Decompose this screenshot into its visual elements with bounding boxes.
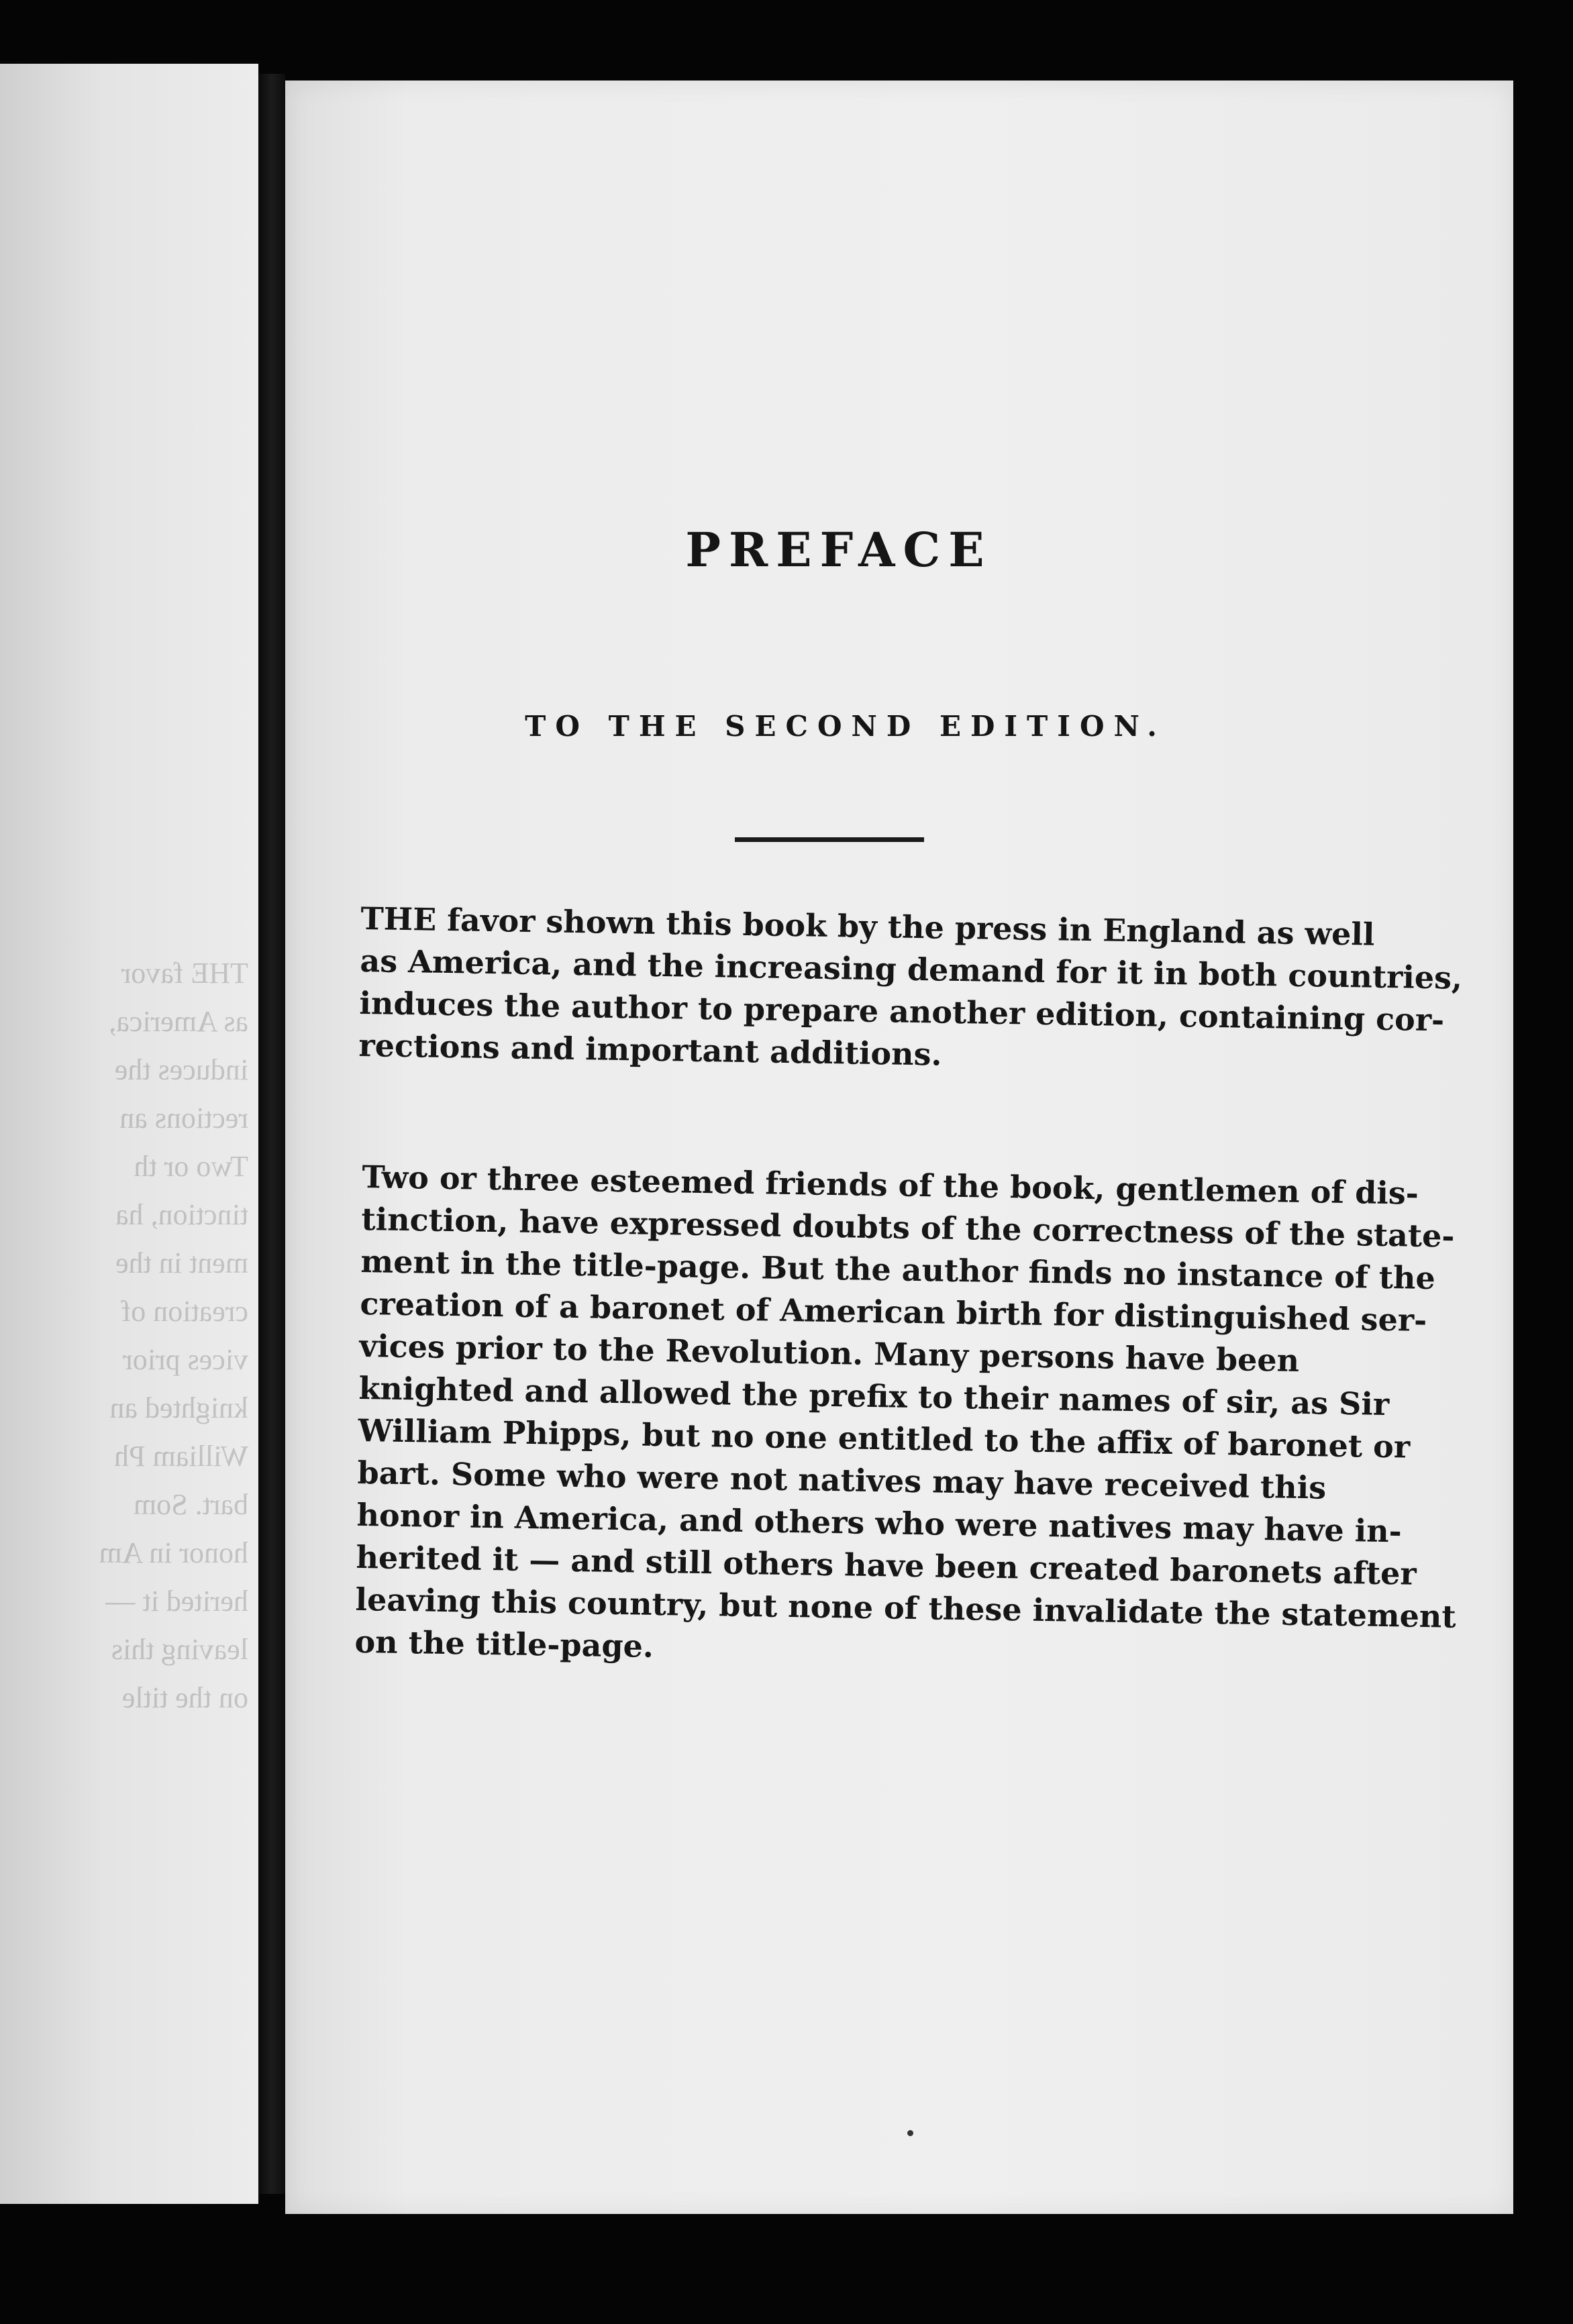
book-spine <box>258 74 285 2194</box>
paragraph-2-line: ment in the title-page. But the author finds no instance of the <box>360 1243 1436 1297</box>
paragraph-1 <box>358 898 1463 1081</box>
ink-speck <box>907 2130 913 2136</box>
facing-page-left <box>0 64 258 2204</box>
paragraph-1-line: THE favor shown this book by the press in England as well <box>360 900 1375 953</box>
paragraph-2-line: creation of a baronet of American birth for distinguished ser- <box>360 1285 1427 1338</box>
paragraph-1-line: induces the author to prepare another edition, containing cor- <box>359 984 1445 1039</box>
paragraph-2-line: herited it — and still others have been created baronets after <box>356 1538 1417 1592</box>
paragraph-2-line: tinction, have expressed doubts of the correctness of the state- <box>361 1200 1455 1255</box>
paragraph-2 <box>354 1156 1457 1678</box>
paragraph-2-line: on the title-page. <box>354 1623 654 1665</box>
paragraph-1-line: rections and important additions. <box>358 1026 942 1073</box>
paragraph-2-line: Two or three esteemed friends of the book, gentlemen of dis- <box>362 1158 1419 1212</box>
bleed-through-text: THE favor as America, induces the rections an Two or th tinction, ha ment in the creation of vices prior knighted an William Ph bart. Som honor in Am herited it — leaving this on the title <box>99 957 248 1714</box>
preface-title: PREFACE <box>685 522 993 578</box>
paragraph-2-line: bart. Some who were not natives may have received this <box>357 1454 1327 1506</box>
paragraph-2-line: knighted and allowed the prefix to their names of sir, as Sir <box>358 1369 1390 1423</box>
paragraph-2-line: vices prior to the Revolution. Many persons have been <box>359 1327 1300 1379</box>
paragraph-2-line: William Phipps, but no one entitled to the affix of baronet or <box>358 1412 1411 1465</box>
preface-subtitle: TO THE SECOND EDITION. <box>525 710 1166 743</box>
paragraph-2-line: leaving this country, but none of these invalidate the statement <box>355 1581 1457 1635</box>
title-rule <box>735 837 924 842</box>
paragraph-1-line: as America, and the increasing demand for it in both countries, <box>360 942 1463 996</box>
paragraph-2-line: honor in America, and others who were natives may have in- <box>356 1496 1403 1550</box>
page-right <box>285 81 1513 2214</box>
